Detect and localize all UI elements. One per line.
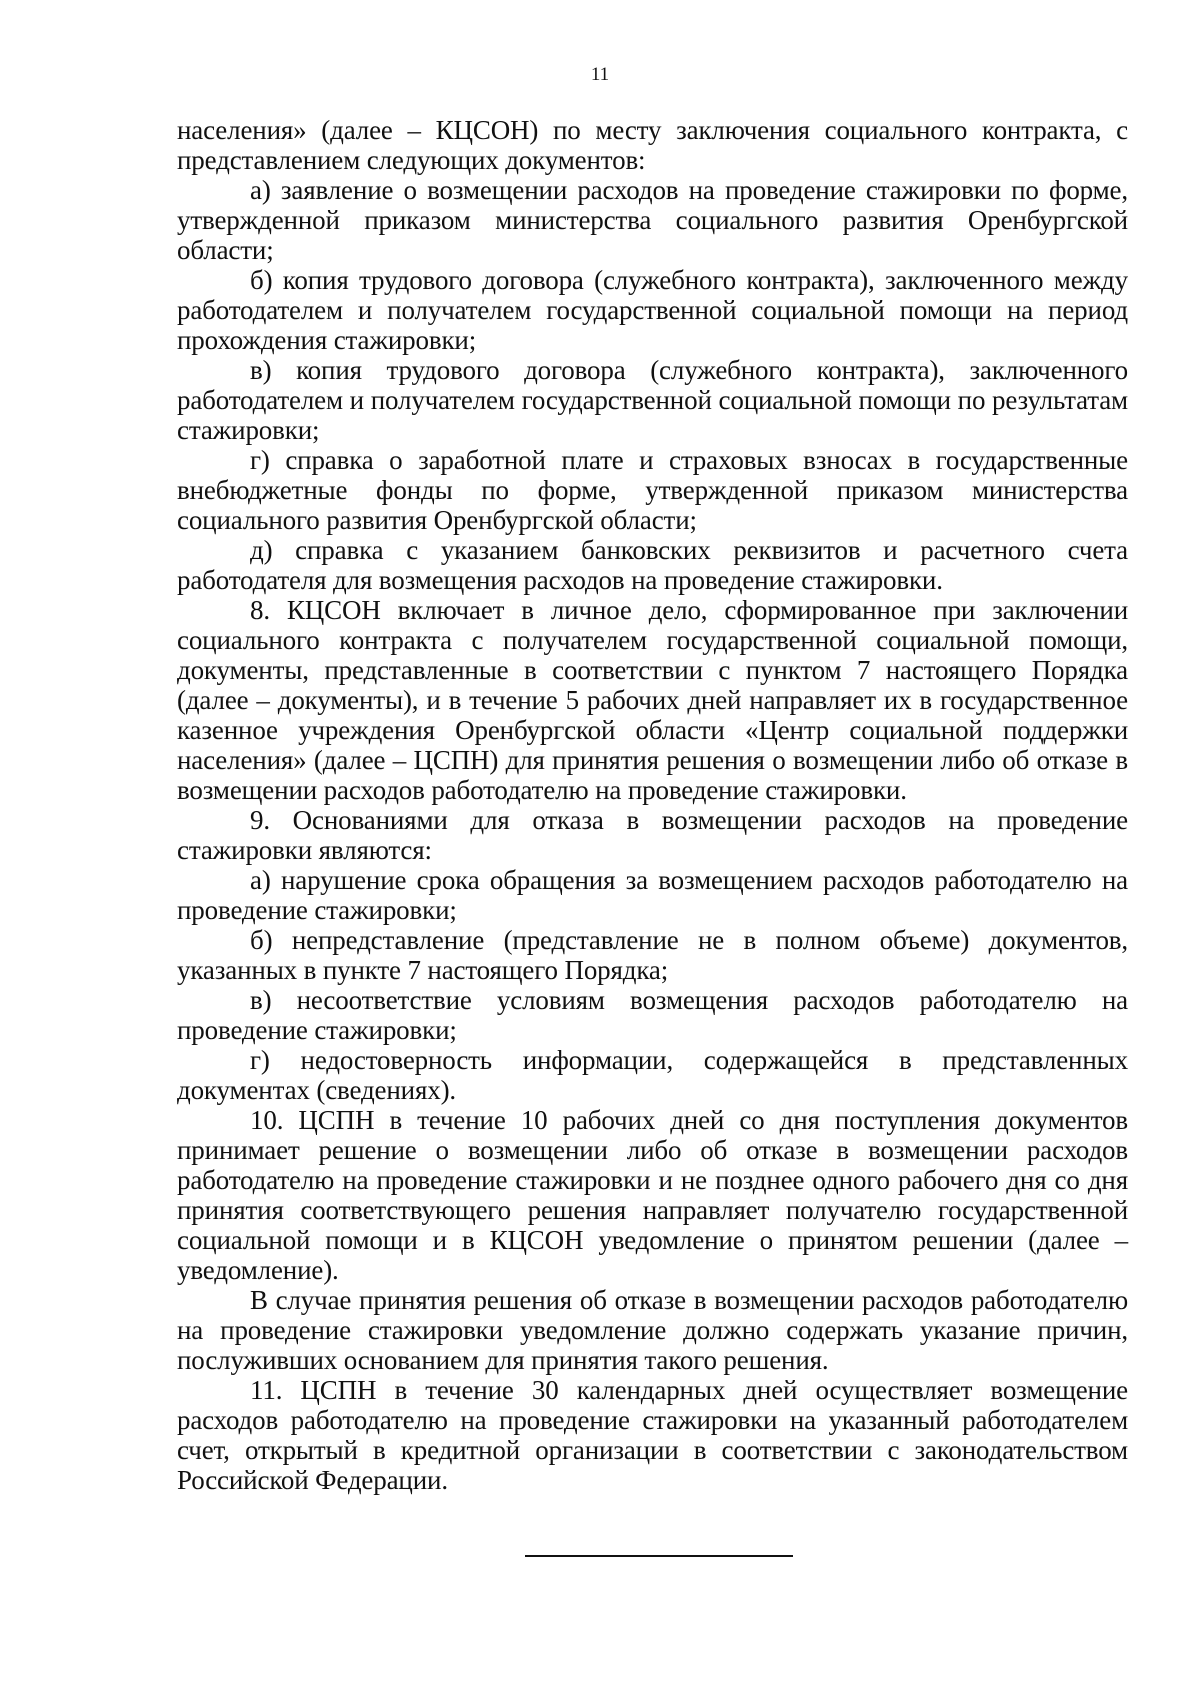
- page-number: 11: [590, 64, 610, 85]
- clause-10-refusal-note: В случае принятия решения об отказе в возмещении расходов работодателю на проведение стажировки уведомление должно содержать указание причин, послуживших основанием для принятия такого решения.: [177, 1285, 1128, 1375]
- list-item-d: д) справка с указанием банковских реквизитов и расчетного счета работодателя для возмещения расходов на проведение стажировки.: [177, 535, 1128, 595]
- clause-10: 10. ЦСПН в течение 10 рабочих дней со дня поступления документов принимает решение о возмещении либо об отказе в возмещении расходов работодателю на проведение стажировки и не позднее одного рабочего дня со дня принятия соответствующего решения направляет получателю государственной социальной помощи и в КЦСОН уведомление о принятом решении (далее – уведомление).: [177, 1105, 1128, 1285]
- refusal-item-a: а) нарушение срока обращения за возмещением расходов работодателю на проведение стажировки;: [177, 865, 1128, 925]
- clause-9: 9. Основаниями для отказа в возмещении расходов на проведение стажировки являются:: [177, 805, 1128, 865]
- refusal-item-v: в) несоответствие условиям возмещения расходов работодателю на проведение стажировки;: [177, 985, 1128, 1045]
- list-item-a: а) заявление о возмещении расходов на проведение стажировки по форме, утвержденной приказом министерства социального развития Оренбургской области;: [177, 175, 1128, 265]
- document-body: [177, 115, 1128, 1495]
- list-item-b: б) копия трудового договора (служебного контракта), заключенного между работодателем и получателем государственной социальной помощи на период прохождения стажировки;: [177, 265, 1128, 355]
- paragraph-continuation: населения» (далее – КЦСОН) по месту заключения социального контракта, с представлением следующих документов:: [177, 115, 1128, 175]
- refusal-item-g: г) недостоверность информации, содержащейся в представленных документах (сведениях).: [177, 1045, 1128, 1105]
- list-item-v: в) копия трудового договора (служебного контракта), заключенного работодателем и получателем государственной социальной помощи по результатам стажировки;: [177, 355, 1128, 445]
- clause-8: 8. КЦСОН включает в личное дело, сформированное при заключении социального контракта с получателем государственной социальной помощи, документы, представленные в соответствии с пунктом 7 настоящего Порядка (далее – документы), и в течение 5 рабочих дней направляет их в государственное казенное учреждения Оренбургской области «Центр социальной поддержки населения» (далее – ЦСПН) для принятия решения о возмещении либо об отказе в возмещении расходов работодателю на проведение стажировки.: [177, 595, 1128, 805]
- list-item-g: г) справка о заработной плате и страховых взносах в государственные внебюджетные фонды по форме, утвержденной приказом министерства социального развития Оренбургской области;: [177, 445, 1128, 535]
- clause-11: 11. ЦСПН в течение 30 календарных дней осуществляет возмещение расходов работодателю на проведение стажировки на указанный работодателем счет, открытый в кредитной организации в соответствии с законодательством Российской Федерации.: [177, 1375, 1128, 1495]
- refusal-item-b: б) непредставление (представление не в полном объеме) документов, указанных в пункте 7 настоящего Порядка;: [177, 925, 1128, 985]
- end-divider-line: [525, 1555, 793, 1557]
